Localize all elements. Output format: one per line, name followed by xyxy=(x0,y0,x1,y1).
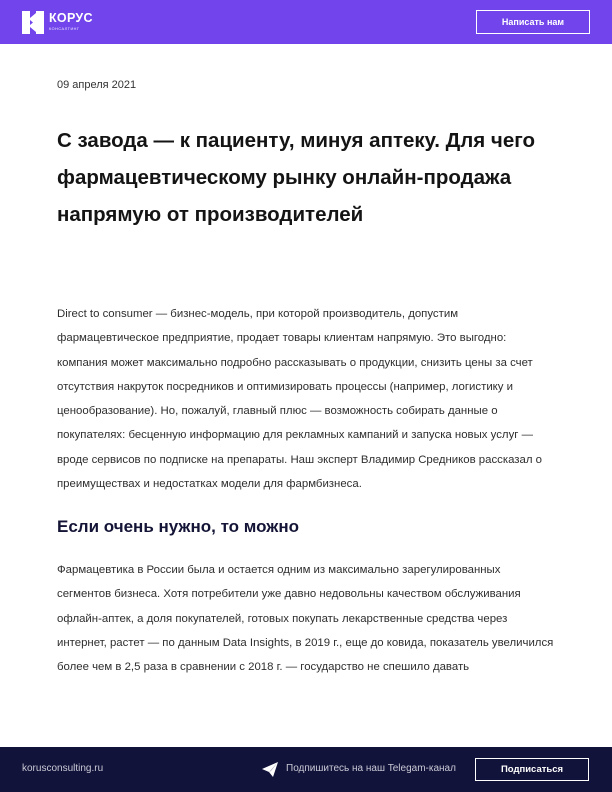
footer-site-link[interactable]: korusconsulting.ru xyxy=(22,763,104,774)
section-paragraph: Фармацевтика в России была и остается одним из максимально зарегулированных сегментов бизнеса. Хотя потребители уже давно недовольны качеством обслуживания офлайн-аптек, а доля покупателей, готовых покупать лекарственные средства через интернет, растет — по данным Data Insights, в 2019 г., еще до ковида, показатель увеличился более чем в 2,5 раза в сравнении с 2018 г. — государство не спешило давать xyxy=(57,564,554,674)
korus-logo-icon xyxy=(22,11,44,34)
header xyxy=(0,0,612,44)
article-title: С завода — к пациенту, минуя аптеку. Для чего фармацевтическому рынку онлайн-продажа напрямую от производителей xyxy=(57,129,536,226)
logo-subtext: КОНСАЛТИНГ xyxy=(49,27,80,31)
contact-us-button[interactable]: Написать нам xyxy=(476,10,590,34)
article-lead: Direct to consumer — бизнес-модель, при которой производитель, допустим фармацевтическое предприятие, продает товары клиентам напрямую. Это выгодно: компания может максимально подробно рассказывать о продукции, снизить цены за счет отсутствия накруток посредников и оптимизировать процессы (например, логистику и ценообразование). Но, пожалуй, главный плюс — возможность собирать данные о покупателях: бесценную информацию для рекламных кампаний и запуска новых услуг — вроде сервисов по подписке на препараты. Наш эксперт Владимир Средников рассказал о преимуществах и недостатках модели для фармбизнеса. xyxy=(57,308,543,491)
article-date: 09 апреля 2021 xyxy=(57,79,137,91)
section-heading: Если очень нужно, то можно xyxy=(57,517,300,536)
subscribe-button[interactable]: Подписаться xyxy=(475,758,589,781)
logo-text: КОРУС xyxy=(49,11,93,25)
telegram-icon[interactable] xyxy=(262,762,278,777)
footer xyxy=(0,747,612,792)
logo[interactable] xyxy=(22,11,93,34)
telegram-subscribe-text[interactable]: Подпишитесь на наш Telegam-канал xyxy=(286,763,456,774)
